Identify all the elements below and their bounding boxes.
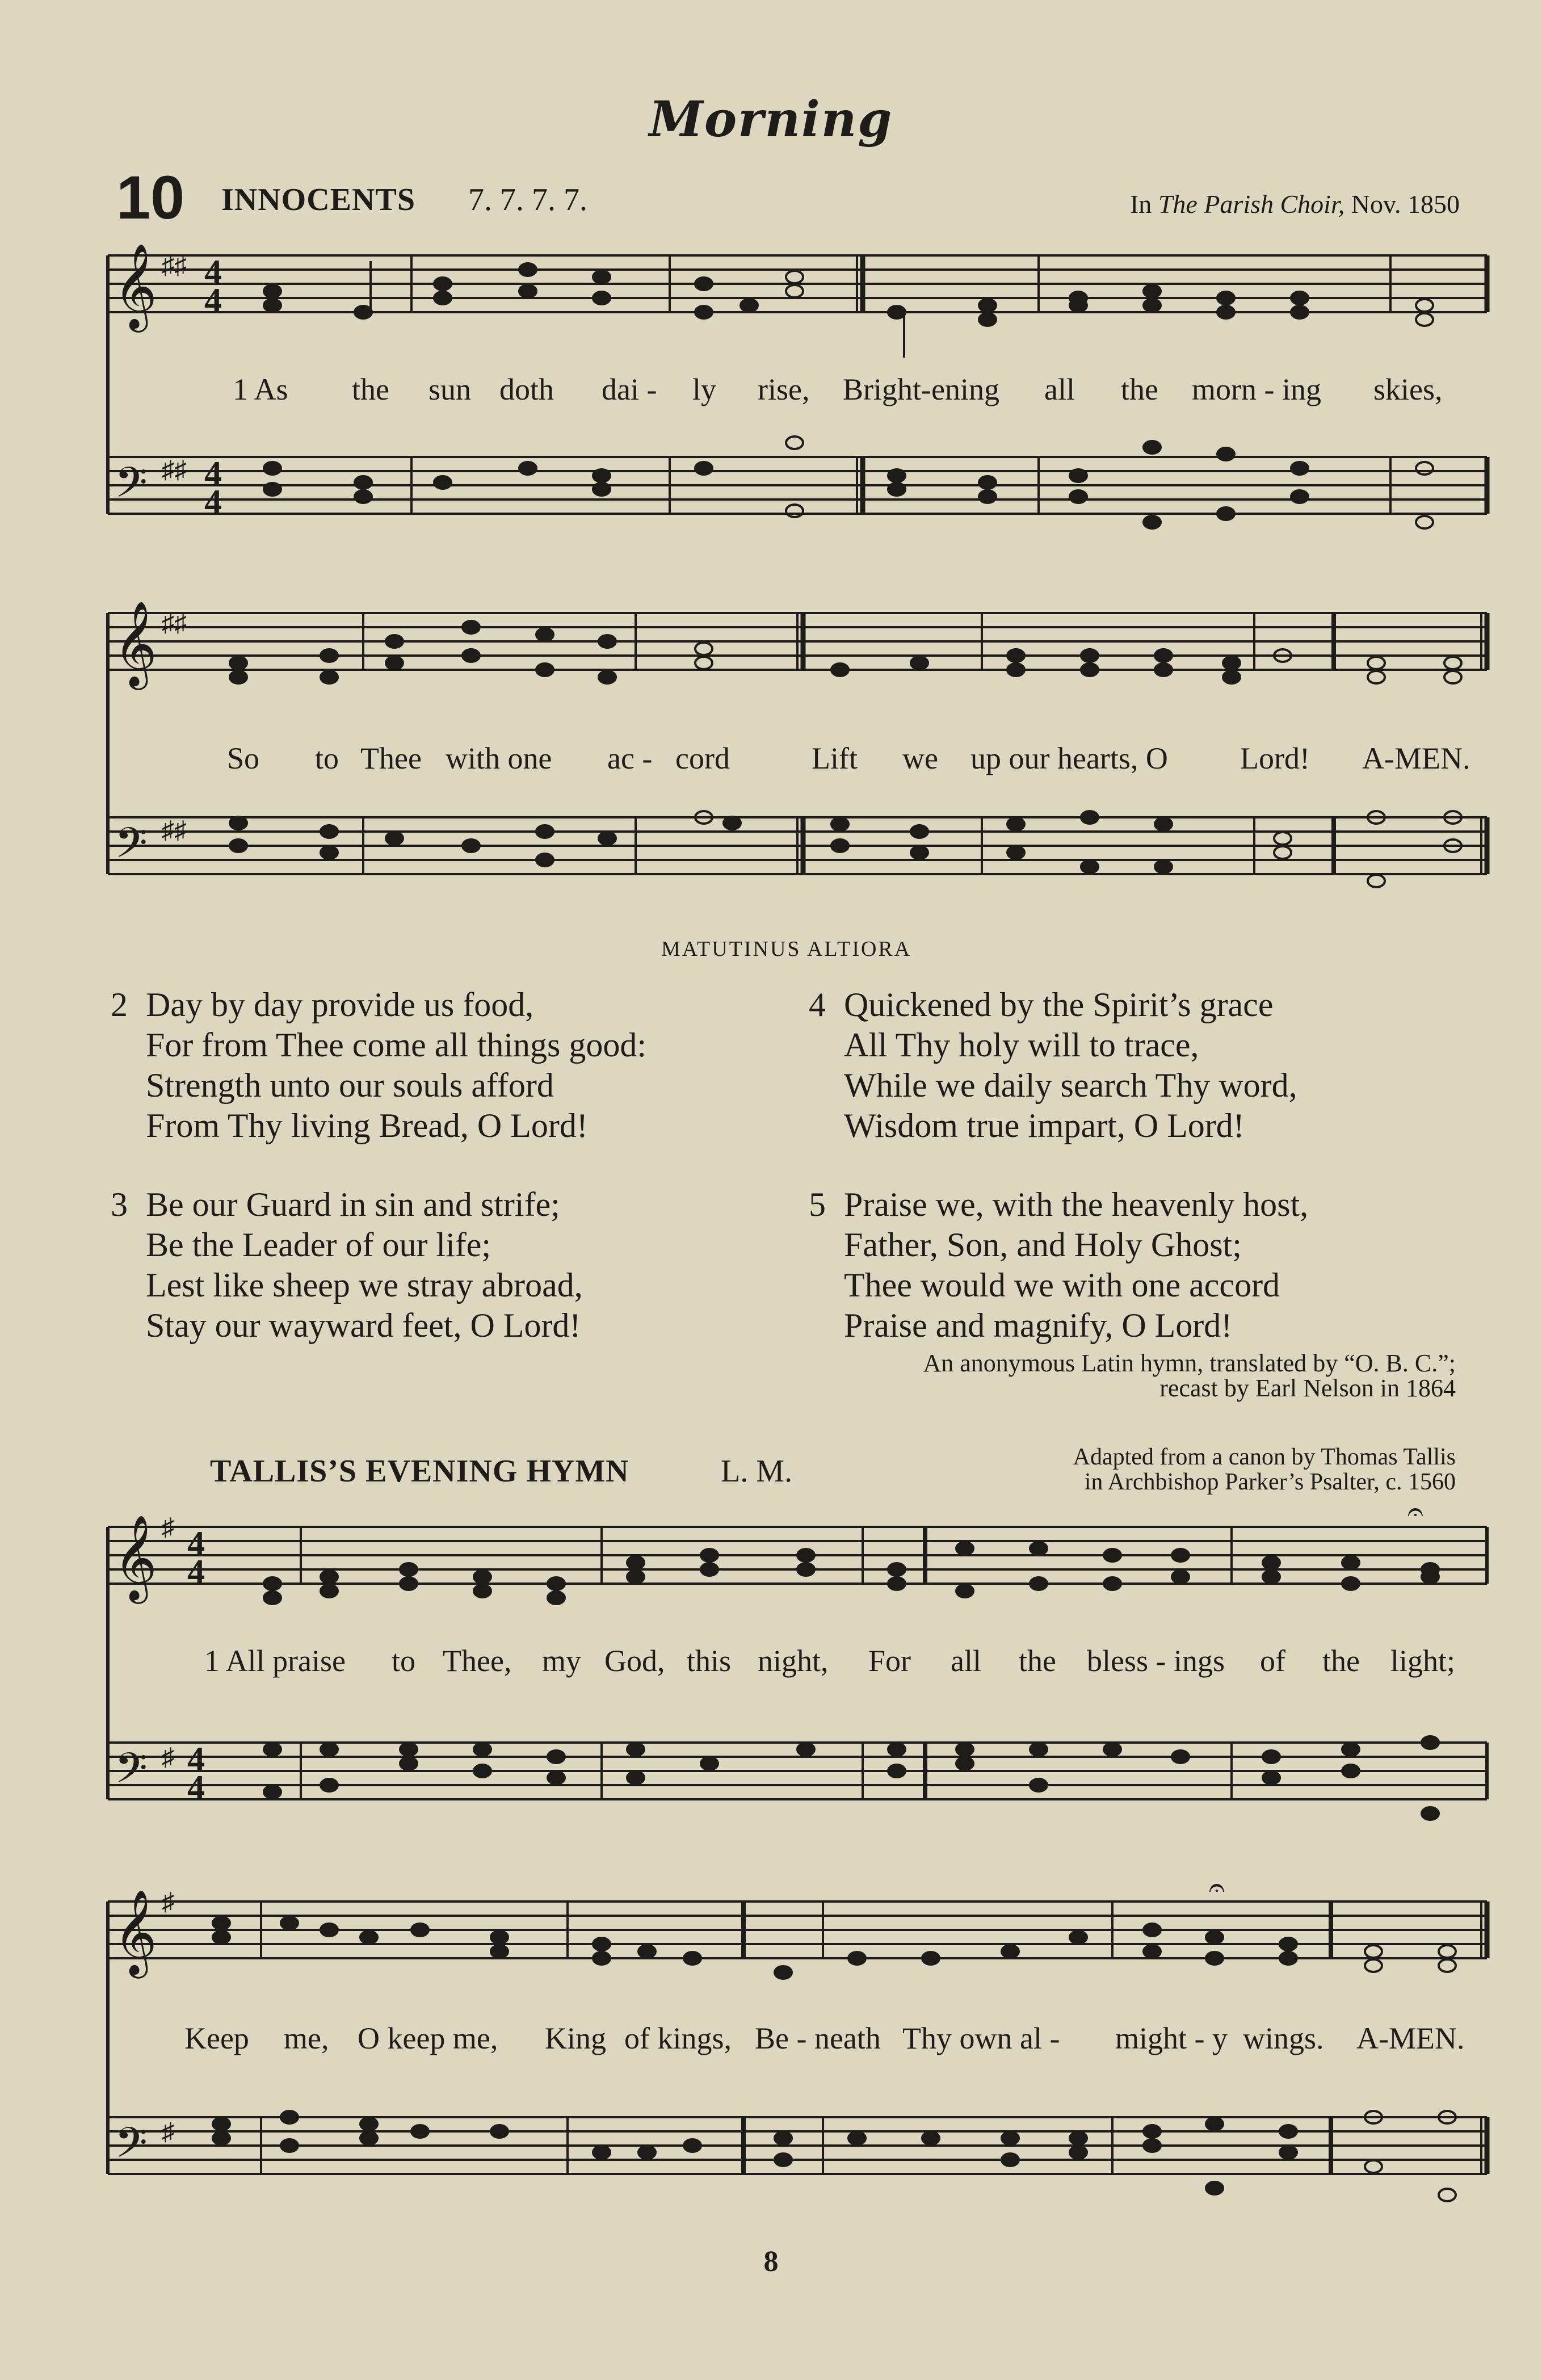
lyric-word: with one: [446, 741, 552, 775]
treble-staff: [108, 1902, 1487, 1958]
lyric-word: the: [1019, 1644, 1056, 1678]
key-sharp-icon: ♯♯: [162, 456, 187, 484]
verse-line: Stay our wayward feet, O Lord!: [146, 1307, 581, 1344]
bass-clef-icon: 𝄢: [115, 2118, 148, 2178]
lyric-word: the: [1322, 1644, 1360, 1678]
lyric-word: night,: [758, 1644, 829, 1678]
bass-clef-icon: 𝄢: [115, 458, 148, 518]
verse-line: For from Thee come all things good:: [146, 1026, 647, 1064]
time-signature: 4: [187, 1740, 205, 1779]
time-signature: 4: [204, 455, 222, 493]
verse-line: Wisdom true impart, O Lord!: [844, 1107, 1245, 1144]
lyric-word: all: [1044, 372, 1075, 406]
lyric-word: all: [951, 1644, 981, 1678]
lyric-word: to: [392, 1644, 416, 1678]
lyric-word: Thee: [360, 741, 422, 775]
page-number: 8: [763, 2245, 779, 2278]
verse-block: [809, 1185, 1461, 1355]
time-signature: 4: [204, 253, 222, 292]
lyric-word: ly: [692, 372, 717, 406]
notes: [213, 1917, 1456, 2201]
source-title: The Parish Choir,: [1158, 190, 1345, 219]
lyric-word: of: [1260, 1644, 1285, 1678]
verse-number: 5: [809, 1186, 826, 1223]
lyric-word: A-MEN.: [1362, 741, 1470, 775]
lyric-word: of kings,: [624, 2021, 732, 2055]
music-attribution: MATUTINUS ALTIORA: [661, 937, 912, 961]
verse-number: 4: [809, 986, 826, 1023]
lyric-word: Bright-ening: [843, 372, 999, 406]
hymn-source: [965, 189, 1460, 219]
verse-line: Be the Leader of our life;: [146, 1226, 491, 1264]
lyric-word: skies,: [1373, 372, 1443, 406]
time-signature: 4: [187, 1769, 205, 1807]
lyric-word: rise,: [758, 372, 810, 406]
fermata-icon: 𝄐: [1407, 1496, 1423, 1527]
lyric-word: King: [545, 2021, 606, 2055]
verse-block: [809, 985, 1461, 1155]
verse-line: While we daily search Thy word,: [844, 1067, 1297, 1104]
lyric-word: might - y: [1115, 2021, 1228, 2055]
bass-clef-icon: 𝄢: [115, 1744, 148, 1803]
tune-source: [795, 1445, 1456, 1495]
verse-line: Praise and magnify, O Lord!: [844, 1307, 1233, 1344]
bass-clef-icon: 𝄢: [115, 818, 148, 878]
lyric-word: to: [315, 741, 339, 775]
source-prefix: In: [1129, 190, 1152, 219]
lyric-word: A-MEN.: [1356, 2021, 1465, 2055]
time-signature: 4: [204, 483, 222, 522]
tune-name: TALLIS’S EVENING HYMN: [210, 1454, 629, 1489]
lyric-word: me,: [284, 2021, 329, 2055]
bass-staff: [108, 2117, 1487, 2174]
lyric-word: For: [868, 1644, 911, 1678]
section-heading: Morning: [649, 91, 893, 148]
lyric-word: Thee,: [443, 1644, 512, 1678]
verse-line: Lest like sheep we stray abroad,: [146, 1266, 583, 1304]
lyric-word: 1 As: [233, 372, 288, 406]
lyric-word: light;: [1390, 1644, 1456, 1678]
hymn-number: 10: [116, 163, 185, 232]
lyric-word: up our hearts, O: [970, 741, 1168, 775]
tune-meter: 7. 7. 7. 7.: [468, 182, 587, 217]
verse-line: Strength unto our souls afford: [146, 1067, 554, 1104]
treble-clef-icon: 𝄞: [114, 1888, 157, 1975]
lyric-word: Lift: [812, 741, 858, 775]
time-signature: 4: [187, 1553, 205, 1592]
treble-clef-icon: 𝄞: [114, 242, 157, 329]
lyric-word: this: [687, 1644, 732, 1678]
lyric-word: doth: [499, 372, 554, 406]
treble-clef-icon: 𝄞: [114, 1514, 157, 1600]
fermata-icon: 𝄐: [1209, 1871, 1225, 1903]
lyric-word: the: [1121, 372, 1158, 406]
verse-line: All Thy holy will to trace,: [844, 1026, 1199, 1064]
lyric-word: dai -: [602, 372, 657, 406]
verse-line: Day by day provide us food,: [146, 986, 534, 1023]
key-sharp-icon: ♯: [162, 1888, 174, 1916]
key-sharp-icon: ♯♯: [162, 251, 187, 279]
lyric-word: God,: [604, 1644, 665, 1678]
key-sharp-icon: ♯: [162, 2118, 174, 2146]
key-sharp-icon: ♯♯: [162, 609, 187, 637]
source-line: Adapted from a canon by Thomas Tallis: [1073, 1444, 1456, 1470]
lyric-word: ac -: [607, 741, 653, 775]
lyric-word: 1 All praise: [204, 1644, 346, 1678]
verse-line: Quickened by the Spirit’s grace: [844, 986, 1274, 1023]
music-system-3: [102, 1496, 1498, 1856]
verse-number: 2: [111, 986, 128, 1023]
music-system-4: [102, 1871, 1498, 2231]
lyric-word: we: [902, 741, 938, 775]
translation-line: recast by Earl Nelson in 1864: [1159, 1374, 1456, 1402]
lyric-word: morn - ing: [1192, 372, 1321, 406]
source-line: in Archbishop Parker’s Psalter, c. 1560: [1084, 1469, 1456, 1495]
lyric-word: wings.: [1243, 2021, 1324, 2055]
translation-line: An anonymous Latin hymn, translated by “O. B. C.”;: [923, 1349, 1456, 1377]
lyric-word: Be - neath: [755, 2021, 881, 2055]
key-sharp-icon: ♯: [162, 1743, 174, 1771]
treble-clef-icon: 𝄞: [114, 600, 157, 686]
source-date: Nov. 1850: [1351, 190, 1460, 219]
key-sharp-icon: ♯: [162, 1513, 174, 1541]
lyric-word: the: [352, 372, 389, 406]
verse-line: From Thy living Bread, O Lord!: [146, 1107, 588, 1144]
verse-block: [111, 1185, 763, 1355]
tune-meter: L. M.: [721, 1454, 792, 1489]
verse-number: 3: [111, 1186, 128, 1223]
lyric-word: So: [227, 741, 260, 775]
time-signature: 4: [204, 282, 222, 320]
verse-line: Father, Son, and Holy Ghost;: [844, 1226, 1242, 1264]
lyric-word: cord: [675, 741, 730, 775]
lyric-word: O keep me,: [358, 2021, 498, 2055]
lyric-word: Keep: [184, 2021, 249, 2055]
lyric-word: Lord!: [1240, 741, 1310, 775]
lyric-word: my: [542, 1644, 582, 1678]
verse-block: [111, 985, 763, 1155]
verse-line: Be our Guard in sin and strife;: [146, 1186, 560, 1223]
tune-name: INNOCENTS: [221, 182, 415, 217]
lyric-word: Thy own al -: [902, 2021, 1060, 2055]
key-sharp-icon: ♯♯: [162, 816, 187, 844]
verse-line: Praise we, with the heavenly host,: [844, 1186, 1309, 1223]
lyric-word: sun: [428, 372, 472, 406]
lyric-word: bless - ings: [1087, 1644, 1225, 1678]
time-signature: 4: [187, 1525, 205, 1563]
translation-credit: [681, 1351, 1456, 1401]
verse-line: Thee would we with one accord: [844, 1266, 1280, 1304]
